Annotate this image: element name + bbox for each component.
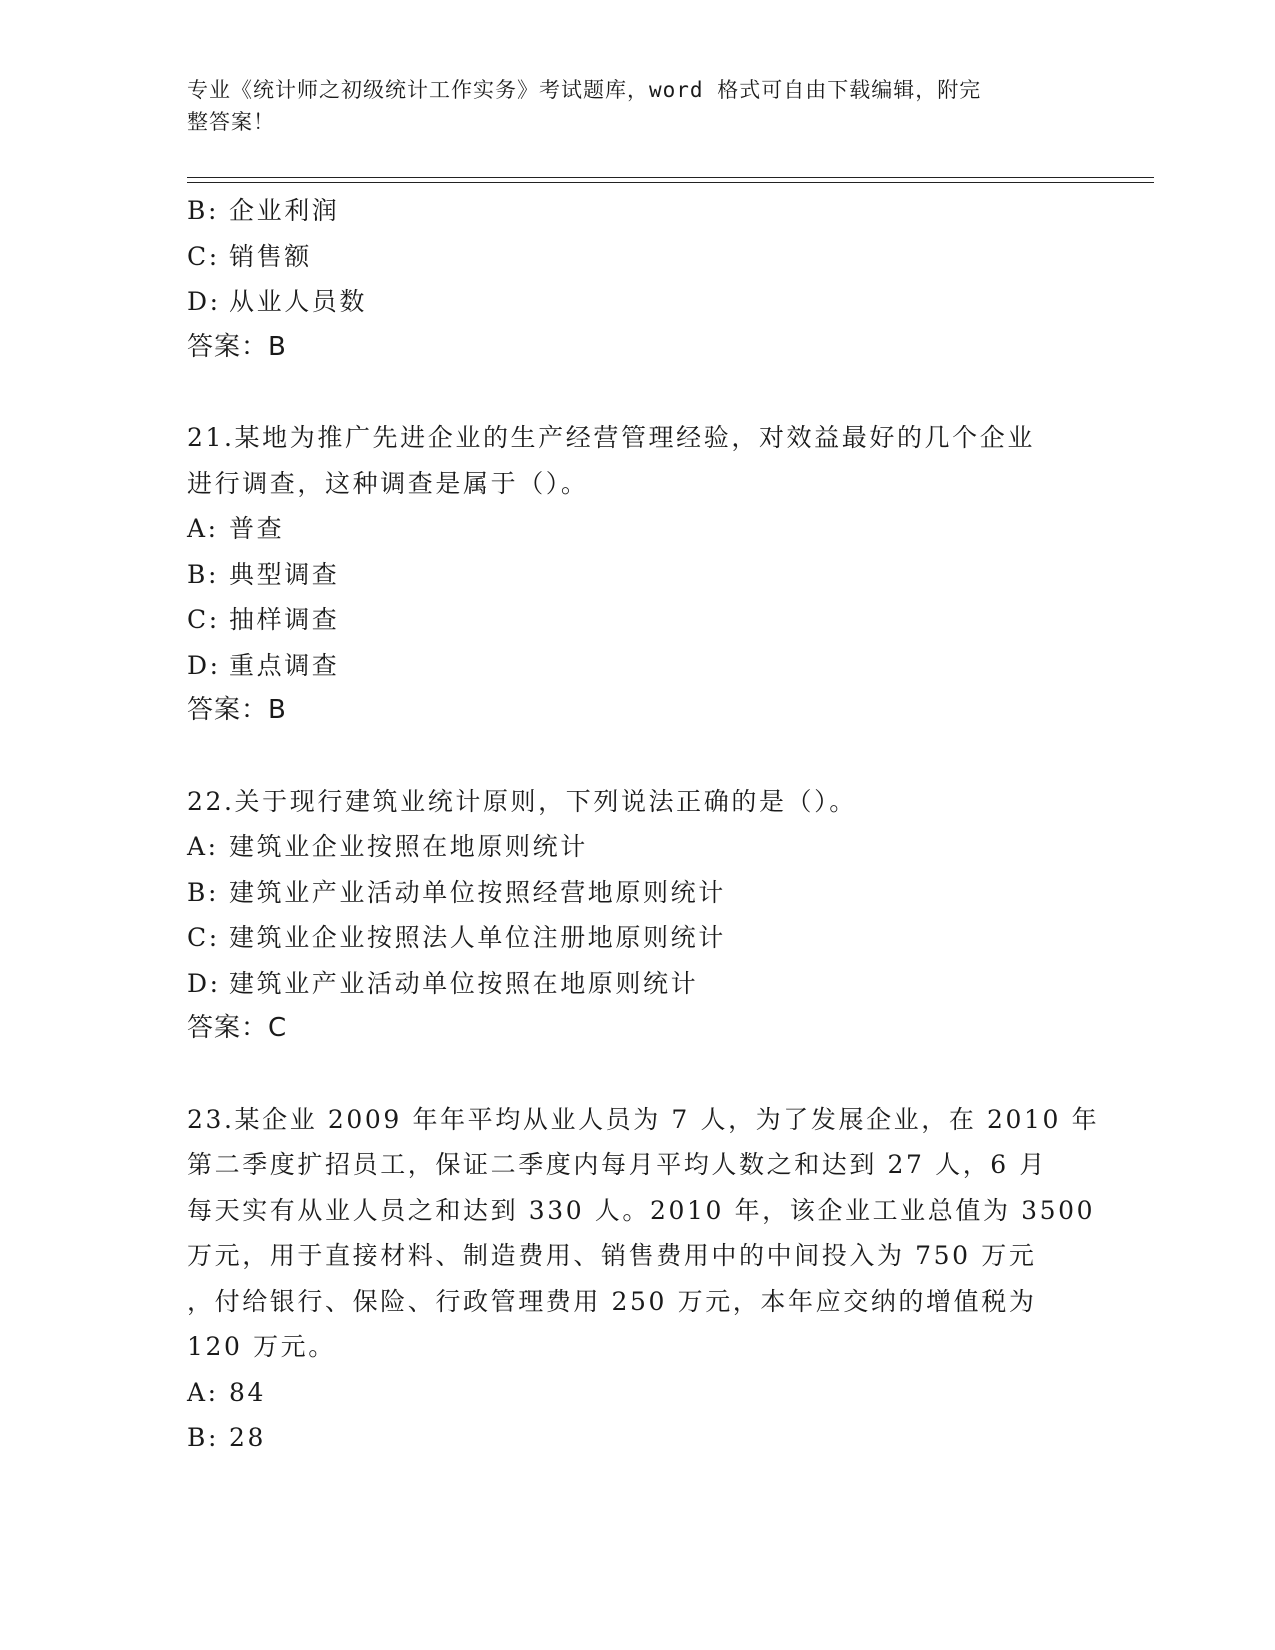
answer: 答案：B [187,331,287,362]
question-22 [187,779,1087,1052]
question-21 [187,415,1087,734]
header-line-2: 整答案！ [187,110,275,134]
question-text-line: 21.某地为推广先进企业的生产经营管理经验，对效益最好的几个企业 [187,423,1035,452]
question-text-line: 23.某企业 2009 年年平均从业人员为 7 人，为了发展企业，在 2010 年 [187,1104,1100,1134]
option-a: A: 84 [187,1377,267,1407]
option-a: A: 建筑业企业按照在地原则统计 [187,832,588,861]
question-23 [187,1097,1100,1461]
question-text-line: 第二季度扩招员工，保证二季度内每月平均人数之和达到 27 人，6 月 [187,1150,1047,1179]
header-divider-bottom [187,182,1154,183]
document-header [187,74,1067,138]
document-body [187,188,1100,1461]
option-b: B: 企业利润 [187,196,340,225]
answer: 答案：B [187,695,287,725]
answer: 答案：C [187,1013,288,1043]
option-c: C: 抽样调查 [187,605,340,634]
header-divider-top [187,177,1154,178]
option-d: D: 重点调查 [187,650,340,680]
header-line-1: 专业《统计师之初级统计工作实务》考试题库，word 格式可自由下载编辑，附完 [187,78,982,102]
question-text-line: 万元，用于直接材料、制造费用、销售费用中的中间投入为 750 万元 [187,1241,1037,1270]
option-c: C: 销售额 [187,241,312,271]
option-a: A: 普查 [187,514,285,543]
question-text-line: 每天实有从业人员之和达到 330 人。2010 年，该企业工业总值为 3500 [187,1195,1096,1225]
option-c: C: 建筑业企业按照法人单位注册地原则统计 [187,923,726,952]
option-d: D: 建筑业产业活动单位按照在地原则统计 [187,968,699,998]
question-text-line: ，付给银行、保险、行政管理费用 250 万元，本年应交纳的增值税为 [187,1286,1037,1316]
option-b: B: 28 [187,1423,267,1452]
question-text-line: 进行调查，这种调查是属于（）。 [187,468,589,498]
option-b: B: 典型调查 [187,559,340,589]
option-d: D: 从业人员数 [187,287,368,316]
option-b: B: 建筑业产业活动单位按照经营地原则统计 [187,877,726,907]
question-text-line: 22.关于现行建筑业统计原则，下列说法正确的是（）。 [187,786,857,816]
question-20-continued [187,188,1087,370]
question-text-line: 120 万元。 [187,1332,336,1361]
